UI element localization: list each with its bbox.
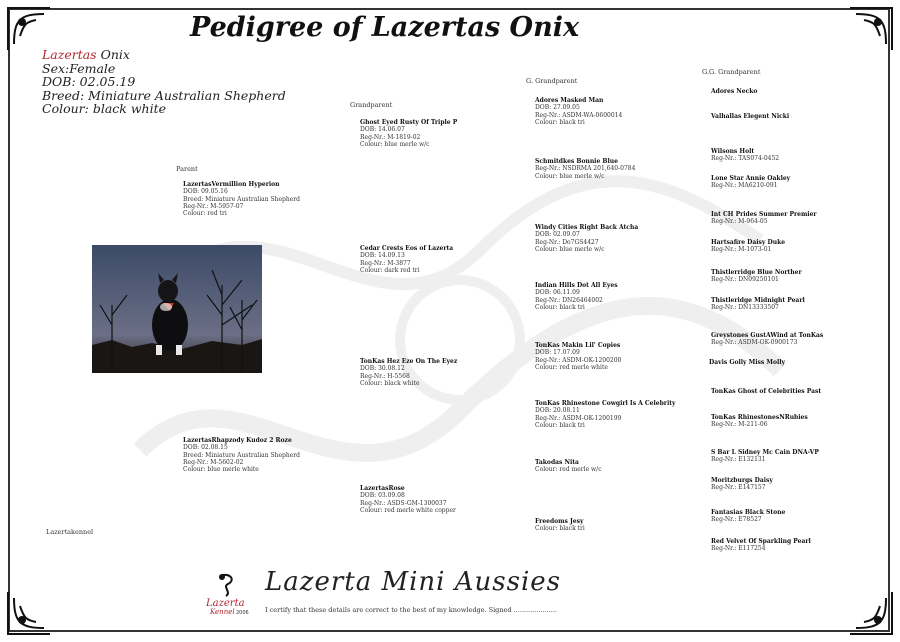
dog-name: S Bar L Sidney Mc Cain [711,449,793,456]
dog-reg: Reg-Nr.: DN13333507 [711,304,779,312]
g-grandparent-5 [535,342,621,371]
kennel-script-title: Lazerta Mini Aussies [265,567,562,597]
dog-reg: Reg-Nr.: M-5602-02 [183,458,244,466]
dog-name: Takodas Nita [535,459,579,466]
gg-grandparent-2 [711,113,789,120]
dog-colour: Colour: blue merle w/c [535,245,605,253]
column-header-g-grandparent: G. Grandparent [526,77,578,85]
gg-grandparent-1 [711,88,757,95]
dog-colour: Colour: black tri [535,525,585,533]
subject-info [42,48,286,116]
logo-text: Lazerta [206,598,245,609]
column-header-grandparent: Grandparent [350,101,393,109]
column-header-gg-grandparent: G.G. Grandparent [702,68,761,76]
dog-dob: DOB: 02.08.15 [183,444,228,452]
dog-name: TonKas Ghost of Celebrities Past [711,388,822,395]
dog-colour: Colour: blue merle w/c [360,140,430,148]
dog-reg: Reg-Nr.: NSDRMA 201,640-0784 [535,165,636,173]
dog-colour: Colour: black tri [535,421,585,429]
dog-reg: Reg-Nr.: ASDM-OK-1200199 [535,414,622,422]
subject-dob: DOB: 02.05.19 [42,74,136,89]
g-grandparent-8 [535,518,585,533]
dog-colour: Colour: red tri [183,210,227,218]
grandparent-2 [360,245,453,274]
dog-colour: Colour: dark red tri [360,266,420,274]
dog-reg: Reg-Nr.: ASDM-WA-0600014 [535,111,623,119]
kennel-logo [202,570,260,618]
subject-colour: Colour: black white [42,101,166,116]
dog-reg: Reg-Nr.: E147157 [711,484,766,492]
dog-suffix: of Lazerta [419,245,454,252]
dog-dob: DOB: 06.11.09 [535,289,580,297]
dog-colour: Colour: black white [360,379,420,387]
g-grandparent-7 [535,459,602,474]
parent-dam [183,437,300,473]
gg-grandparent-3 [711,148,779,163]
page-title: Pedigree of Lazertas Onix [190,12,580,43]
dog-colour: Colour: blue merle w/c [535,172,605,180]
grandparent-4 [360,485,456,514]
dog-dob: DOB: 27.09.05 [535,104,580,112]
subject-name [42,48,286,62]
dog-name: Adores Masked Man [535,97,604,104]
dog-reg: Reg-Nr.: DN26464002 [535,296,603,304]
dog-name: Windy Cities Right Back Atcha [535,224,639,231]
dog-name: TonKas Hez Eze On The Eyez [360,358,458,365]
dog-dob: DOB: 09.05.16 [183,188,228,196]
dog-name: Moritzburgs Daisy [711,477,773,484]
logo-year: 2006 [236,610,249,616]
dog-reg: Reg-Nr.: E78527 [711,516,762,524]
dog-reg: Reg-Nr.: E117254 [711,545,766,553]
gg-grandparent-15 [711,509,785,524]
gg-grandparent-10 [709,359,785,366]
column-header-parent: Parent [176,165,198,173]
dog-reg: Reg-Nr.: M-3877 [360,259,411,267]
dog-dob: DOB: 17.07.09 [535,349,580,357]
dog-photo [92,245,262,373]
dog-name: Prides Summer Premier [735,211,817,218]
g-grandparent-6 [535,400,675,429]
corner-ornament-top-right [848,6,894,52]
gg-grandparent-5 [711,211,817,226]
g-grandparent-2 [535,158,635,180]
dog-reg: Reg-Nr.: E132131 [711,456,766,464]
dog-colour: Colour: black tri [535,118,585,126]
subject-sex: Sex:Female [42,60,116,76]
dog-reg: Reg-Nr.: ASDS-GM-1300037 [360,499,447,507]
dog-colour: Colour: red merle w/c [535,466,602,474]
g-grandparent-1 [535,97,622,126]
dog-breed: Breed: Miniature Australian Shepherd [183,451,300,459]
dog-colour: Colour: black tri [535,303,585,311]
dog-reg: Reg-Nr.: H-5568 [360,372,410,380]
g-grandparent-4 [535,282,618,311]
gg-grandparent-16 [711,538,811,553]
dog-reg: Reg-Nr.: M-5957-07 [183,202,244,210]
dog-reg: Reg-Nr.: Do7GS4427 [535,238,599,246]
gg-grandparent-14 [711,477,773,492]
gg-grandparent-7 [711,269,802,284]
dog-reg: Reg-Nr.: MA6210-091 [711,182,778,190]
logo-sub: Kennel [210,608,235,616]
dog-name: Wilsons Holt [711,148,755,155]
dog-name: TonKas Makin Lil' Copies [535,342,621,349]
dog-name: Thistleridge Midnight Pearl [711,297,805,304]
dog-name: Freedoms Jesy [535,518,584,525]
subject-name-rest: Onix [96,47,130,62]
gg-grandparent-9 [711,332,823,347]
dog-name: Rose [388,485,405,492]
dog-reg: Reg-Nr.: ASDM-OK-1200200 [535,356,622,364]
dog-name: Red Velvet Of Sparkling Pearl [711,538,811,545]
subject-breed: Breed: Miniature Australian Shepherd [42,87,286,103]
dog-colour: Colour: red merle white copper [360,506,456,514]
grandparent-1 [360,119,457,148]
dog-name: Ghost Eyed Rusty Of Triple P [360,119,458,126]
dog-prefix: Lazertas [183,437,212,444]
dog-name: Adores Necko [711,88,758,95]
dog-name: Hartsafire Daisy Duke [711,239,786,246]
dog-name: Greystones GustAWind at TonKas [711,332,824,339]
parent-sire [183,181,300,217]
dog-name: TonKas Rhinestone Cowgirl Is A Celebrity [535,400,676,407]
dog-suffix: Kudoz 2 Roze [246,437,292,444]
dog-name: Cedar Crests Eos [360,245,420,252]
dog-name: Vermillion Hyperion [211,181,280,188]
dog-breed: Breed: Miniature Australian Shepherd [183,195,300,203]
dog-reg: Reg-Nr.: M-211-06 [711,421,768,429]
gg-grandparent-13 [711,449,819,464]
dog-title: Int CH [711,211,736,218]
gg-grandparent-4 [711,175,790,190]
dog-dob: DOB: 03.09.08 [360,492,405,500]
dog-colour: Colour: red merle white [535,363,608,371]
dog-reg: Reg-Nr.: M-1073-01 [711,246,772,254]
gg-grandparent-6 [711,239,785,254]
dog-name: TonKas RhinestonesNRubies [711,414,808,421]
corner-ornament-top-left [6,6,52,52]
dog-name: Indian Hills Dot All Eyes [535,282,618,289]
dog-dob: DOB: 14.06.07 [360,126,405,134]
dog-reg: Reg-Nr.: ASDM-OK-0900173 [711,339,798,347]
corner-ornament-bottom-left [6,590,52,636]
dog-dob: DOB: 02.09.07 [535,231,580,239]
kennel-label: Lazertakennel [46,528,94,536]
gg-grandparent-12 [711,414,808,429]
dog-reg: Reg-Nr.: TAS074-0452 [711,155,780,163]
dog-name: Valhallas Elegent Nicki [711,113,790,120]
gg-grandparent-8 [711,297,805,312]
dog-dob: DOB: 30.08.12 [360,365,405,373]
dog-prefix: Lazertas [360,485,389,492]
grandparent-3 [360,358,457,387]
dog-name: Schmitdkes Bonnie Blue [535,158,618,165]
dog-reg: Reg-Nr.: M-964-05 [711,218,768,226]
dog-name: Fantasias Black Stone [711,509,786,516]
dog-prefix: Lazertas [183,181,212,188]
corner-ornament-bottom-right [848,590,894,636]
dog-name: Davis Golly Miss Molly [709,359,786,366]
dog-name: Thistlerridge Blue Norther [711,269,802,276]
g-grandparent-3 [535,224,638,253]
dog-reg: Reg-Nr.: DN09250101 [711,276,779,284]
dog-colour: Colour: blue merle white [183,466,259,474]
dog-name: Rhapzody [211,437,247,444]
certification-statement: I certify that these details are correct to the best of my knowledge. Signed ..................... [265,606,557,614]
dog-dob: DOB: 20.08.11 [535,407,580,415]
subject-name-prefix: Lazertas [42,47,97,62]
dog-reg: Reg-Nr.: M-1819-02 [360,133,421,141]
dog-suffix: DNA-VP [792,449,819,456]
dog-dob: DOB: 14.09.13 [360,252,405,260]
dog-name: Lone Star Annie Oakley [711,175,791,182]
gg-grandparent-11 [711,388,821,395]
